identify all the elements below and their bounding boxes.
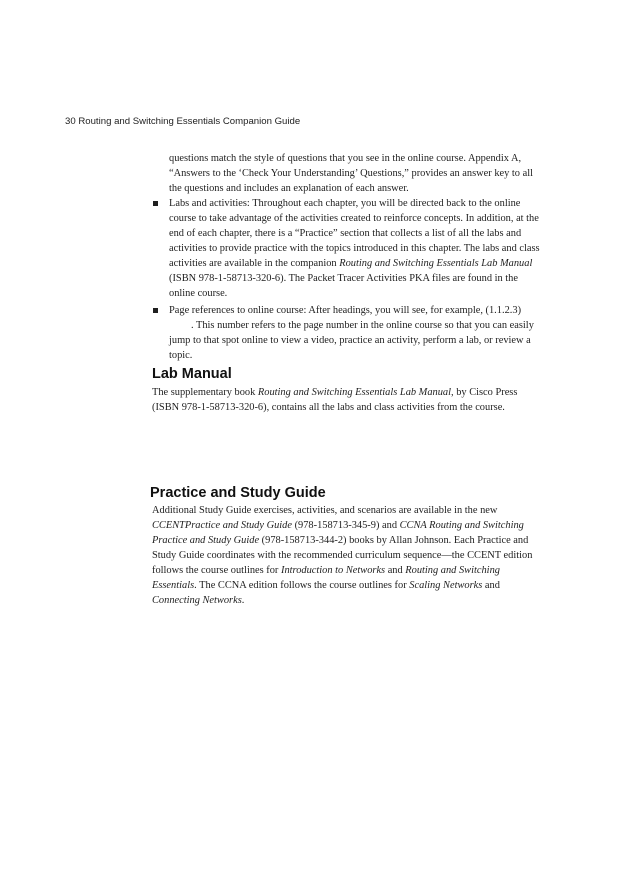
page-references-bullet (152, 303, 542, 363)
connecting-networks-title: Connecting Networks (152, 595, 242, 606)
labs-lab-manual-title: Routing and Switching Essentials Lab Manual (339, 258, 533, 269)
lab-manual-text-1: The supplementary book (152, 387, 258, 398)
rse-title: Routing and Switching Essentials (152, 565, 500, 591)
psg-text-3: (978-158713-344-2) books by Allan Johnson. Each Practice and Study Guide coordinates with the recommended curriculum sequence—the CCENT edition follows the course outlines for (152, 535, 533, 576)
lab-manual-heading: Lab Manual (152, 366, 232, 382)
square-bullet-icon (153, 308, 158, 313)
psg-text-1: Additional Study Guide exercises, activities, and scenarios are available in the new (152, 505, 498, 516)
ccna-guide-title: CCNA Routing and Switching Practice and Study Guide (152, 520, 524, 546)
psg-text-2: (978-158713-345-9) and (291, 520, 400, 531)
lab-manual-paragraph (152, 385, 537, 415)
running-head: 30 Routing and Switching Essentials Companion Guide (65, 116, 301, 127)
practice-study-guide-paragraph (152, 503, 537, 608)
page-refs-text-2: . This number refers to the page number in the online course so that you can easily jump to that spot online to view a video, practice an activity, perform a lab, or review a topic. (169, 320, 534, 361)
lab-manual-book-title: Routing and Switching Essentials Lab Manual, (257, 387, 454, 398)
ccent-guide-title: CCENTPractice and Study Guide (152, 520, 292, 531)
psg-text-5: . The CCNA edition follows the course outlines for (194, 580, 410, 591)
labs-text-2: (ISBN 978-1-58713-320-6). The Packet Tracer Activities PKA files are found in the online course. (169, 273, 518, 299)
lab-manual-text-2: by Cisco Press (ISBN 978-1-58713-320-6), contains all the labs and class activities from the course. (152, 387, 518, 413)
feature-bullet-list (152, 196, 542, 365)
psg-text-7: . (241, 595, 245, 606)
page-refs-text-1: Page references to online course: After headings, you will see, for example, (169, 305, 483, 316)
intro-networks-title: Introduction to Networks (281, 565, 386, 576)
continuation-paragraph: questions match the style of questions that you see in the online course. Appendix A, “Answers to the ‘Check Your Understanding’ Questions,” provides an answer key to all the questions and includes an explanation of each answer. (169, 153, 533, 194)
psg-text-6: and (482, 580, 500, 591)
practice-study-guide-heading: Practice and Study Guide (150, 485, 326, 501)
square-bullet-icon (153, 201, 158, 206)
page-ref-example: (1.1.2.3) (485, 305, 522, 316)
labs-text-1: Labs and activities: Throughout each chapter, you will be directed back to the online course to take advantage of the activities created to reinforce concepts. In addition, at the end of each chapter, there is a “Practice” section that collects a list of all the labs and activities to provide practice with the topics introduced in this chapter. The labs and class activities are available in the companion (169, 198, 540, 269)
labs-activities-bullet (152, 196, 542, 301)
scaling-networks-title: Scaling Networks (409, 580, 483, 591)
psg-text-4: and (385, 565, 406, 576)
